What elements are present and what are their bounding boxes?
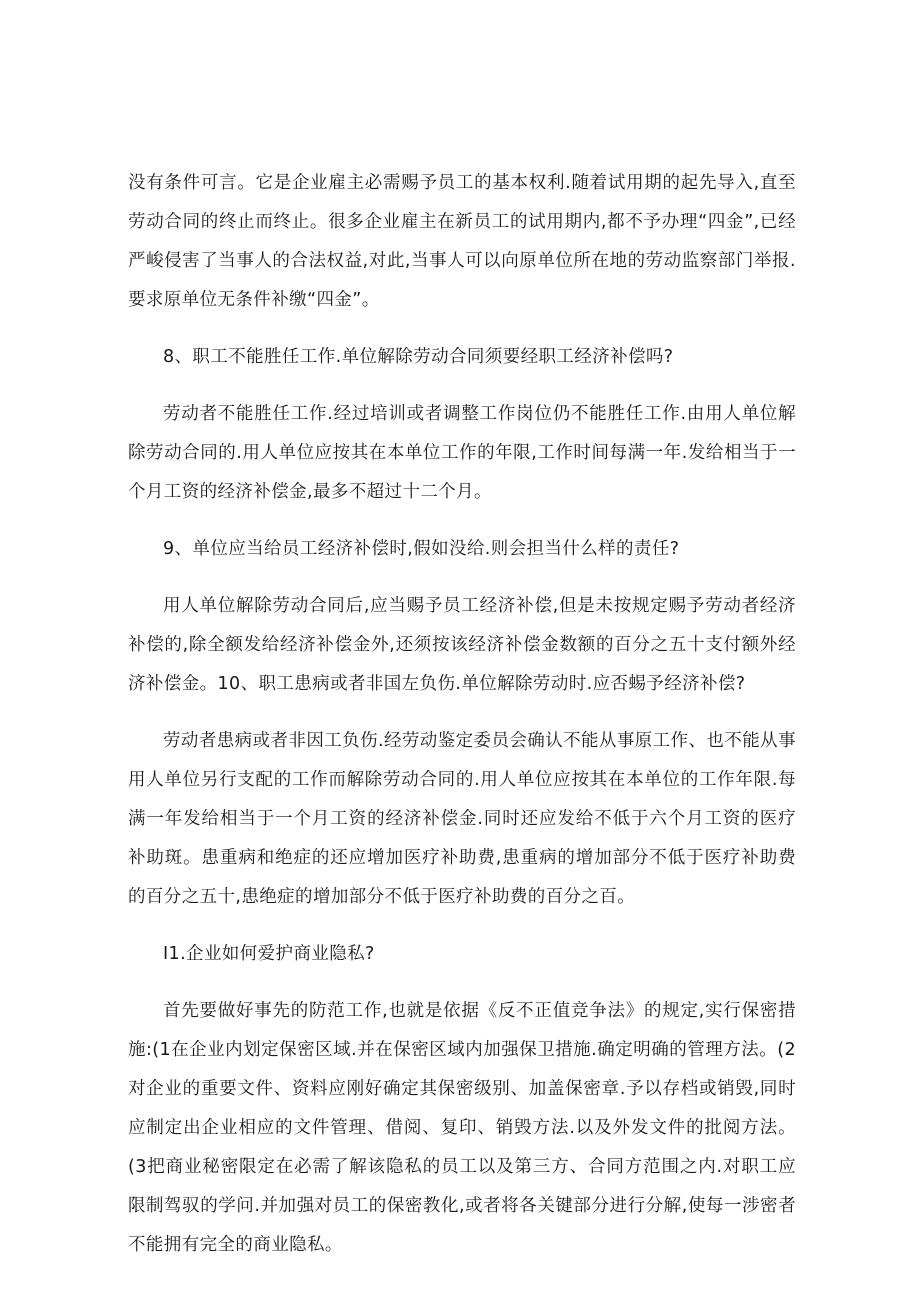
question-8: 8、职工不能胜任工作.单位解除劳动合同须要经职工经济补偿吗? [163,347,674,367]
question-9: 9、单位应当给员工经济补偿时,假如没给.则会担当什么样的责任? [163,539,680,559]
question-11: I1.企业如何爱护商业隐私? [163,944,375,964]
answer-10: 劳动者患病或者非因工负伤.经劳动鉴定委员会确认不能从事原工作、也不能从事用人单位另行支配的工作而解除劳动合同的.用人单位应按其在本单位的工作年限.每满一年发给相当于一个月工资的经济补偿金.同时还应发给不低于六个月工资的医疗补助斑。患重病和绝症的还应增加医疗补助费,患重病的增加部分不低于医疗补助费的百分之五十,患绝症的增加部分不低于医疗补助费的百分之百。 [128,731,796,907]
paragraph-four-funds: 没有条件可言。它是企业雇主必需赐予员工的基本权利.随着试用期的起先导入,直至劳动合同的终止而终止。很多企业雇主在新员工的试用期内,都不予办理“四金”,已经严峻侵害了当事人的合法权益,对此,当事人可以向原单位所在地的劳动监察部门举报.要求原单位无条件补缴“四金”。 [128,173,796,310]
answer-8: 劳动者不能胜任工作.经过培训或者调整工作岗位仍不能胜任工作.由用人单位解除劳动合同的.用人单位应按其在本单位工作的年限,工作时间每满一年.发给相当于一个月工资的经济补偿金,最多不超过十二个月。 [128,404,796,502]
answer-11: 首先要做好事先的防范工作,也就是依据《反不正值竞争法》的规定,实行保密措施:(1在企业内划定保密区域.并在保密区域内加强保卫措施.确定明确的管理方法。(2对企业的重要文件、资料应刚好确定其保密级别、加盖保密章.予以存档或销毁,同时应制定出企业相应的文件管理、借阅、复印、销毁方法.以及外发文件的批阅方法。(3把商业秘密限定在必需了解该隐私的员工以及第三方、合同方范围之内.对职工应限制驾驭的学问.并加强对员工的保密教化,或者将各关键部分进行分解,使每一涉密者不能拥有完全的商业隐私。 [128,1001,796,1255]
document-page [128,164,796,1283]
answer-9-question-10: 用人单位解除劳动合同后,应当赐予员工经济补偿,但是未按规定赐予劳动者经济补偿的,除全额发给经济补偿金外,还须按该经济补偿金数额的百分之五十支付额外经济补偿金。10、职工患病或者非国左负伤.单位解除劳动时.应否蜴予经济补偿? [128,596,796,694]
